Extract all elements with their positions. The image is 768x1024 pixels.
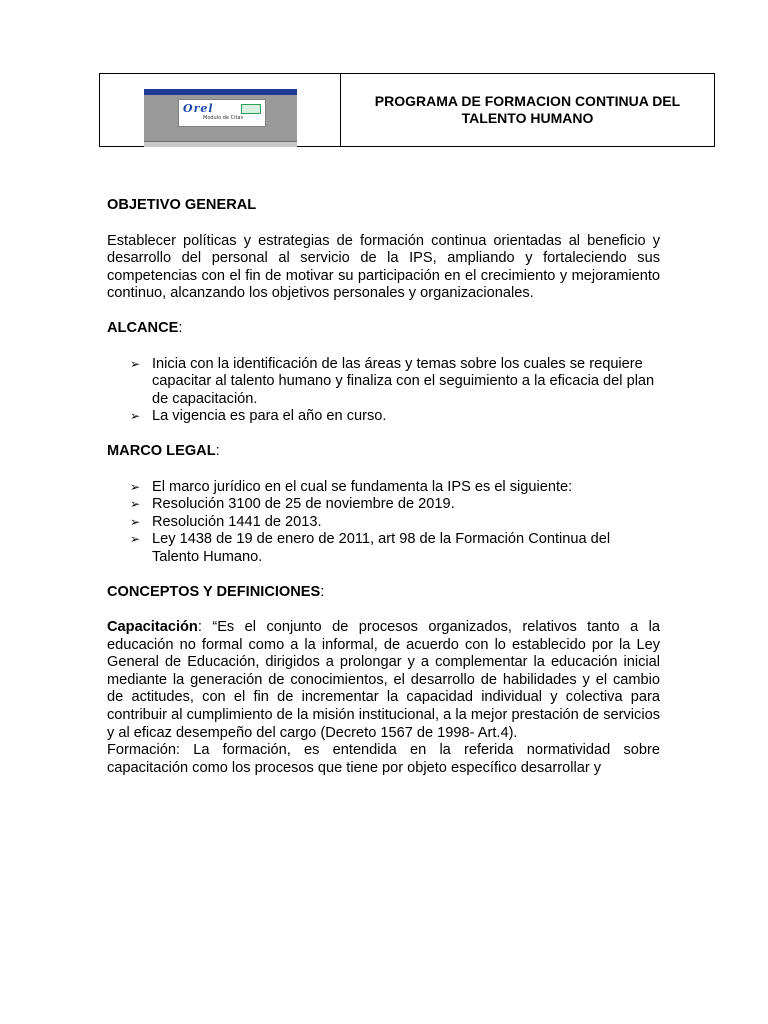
logo-bottombar — [144, 141, 297, 147]
document-body — [107, 197, 660, 777]
list-item — [107, 514, 660, 532]
capacitacion-term: Capacitación — [107, 619, 198, 636]
heading-alcance: ALCANCE — [107, 319, 179, 336]
heading-marco-legal: MARCO LEGAL — [107, 442, 216, 459]
arrowhead-bullet-icon: ➢ — [130, 514, 141, 529]
list-item-text: Ley 1438 de 19 de enero de 2011, art 98 de la Formación Continua del Talento Humano. — [152, 531, 611, 565]
heading-marco-legal-line — [107, 443, 660, 461]
heading-conceptos-line — [107, 584, 660, 602]
capacitacion-definition: : “Es el conjunto de procesos organizados, relativos tanto a la educación no formal como a la informal, de acuerdo con lo establecido por la Ley General de Educación, dirigidos a prolongar y a complementar la educación inicial mediante la generación de conocimientos, el desarrollo de habilidades y el cambio de actitudes, con el fin de incrementar la capacidad individual y colectiva para contribuir al cumplimiento de la misión institucional, a la mejor prestación de servicios y al eficaz desempeño del cargo (Decreto 1567 de 1998- Art.4). — [107, 619, 660, 741]
list-item — [107, 496, 660, 514]
arrowhead-bullet-icon: ➢ — [130, 409, 141, 424]
arrowhead-bullet-icon: ➢ — [130, 479, 141, 494]
list-item-text: Resolución 1441 de 2013. — [152, 513, 322, 530]
document-header — [99, 73, 715, 147]
alcance-list — [107, 356, 660, 426]
arrowhead-bullet-icon: ➢ — [130, 532, 141, 547]
list-item-text: El marco jurídico en el cual se fundamenta la IPS es el siguiente: — [152, 478, 573, 495]
heading-marco-legal-colon: : — [215, 442, 220, 459]
logo-brand-text: Orel — [183, 102, 214, 115]
document-title: PROGRAMA DE FORMACION CONTINUA DEL TALENTO HUMANO — [374, 93, 681, 126]
heading-conceptos: CONCEPTOS Y DEFINICIONES — [107, 583, 321, 600]
list-item-text: Resolución 3100 de 25 de noviembre de 2019. — [152, 496, 455, 513]
list-item-text: La vigencia es para el año en curso. — [152, 408, 387, 425]
header-logo-cell — [100, 74, 341, 146]
objetivo-paragraph: Establecer políticas y estrategias de formación continua orientadas al beneficio y desarrollo del personal al servicio de la IPS, ampliando y fortaleciendo sus competencias con el fin de motivar su participación en el crecimiento y mejoramiento continuo, alcanzando los objetivos personales y organizacionales. — [107, 232, 660, 302]
logo-titlebar — [144, 89, 297, 95]
logo-subtitle: Modulo de Citas — [203, 115, 244, 121]
logo-brand-box — [241, 104, 261, 114]
list-item-text: Inicia con la identificación de las áreas y temas sobre los cuales se requiere capacitar al talento humano y finaliza con el seguimiento a la eficacia del plan de capacitación. — [152, 355, 655, 407]
capacitacion-paragraph — [107, 619, 660, 742]
heading-objetivo-general: OBJETIVO GENERAL — [107, 197, 257, 213]
marco-legal-list — [107, 479, 660, 567]
list-item — [107, 356, 660, 409]
heading-alcance-colon: : — [178, 319, 183, 336]
list-item — [107, 408, 660, 426]
heading-conceptos-colon: : — [320, 583, 325, 600]
heading-alcance-line — [107, 320, 660, 338]
company-logo — [144, 89, 297, 147]
logo-card — [178, 99, 266, 127]
formacion-paragraph: Formación: La formación, es entendida en la referida normatividad sobre capacitación como los procesos que tiene por objeto específico desarrollar y — [107, 742, 660, 776]
list-item — [107, 531, 660, 566]
list-item — [107, 479, 660, 497]
arrowhead-bullet-icon: ➢ — [130, 497, 141, 512]
arrowhead-bullet-icon: ➢ — [130, 356, 141, 371]
